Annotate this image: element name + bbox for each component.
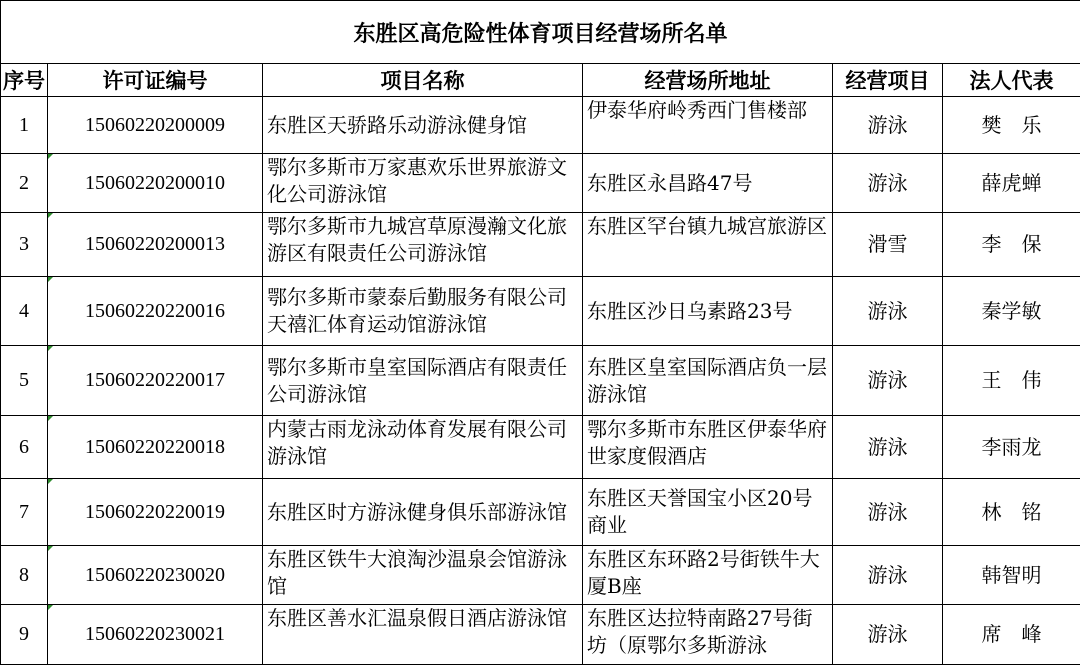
cell-category[interactable]: 游泳 <box>833 479 943 546</box>
cell-license-number[interactable] <box>48 479 263 546</box>
cell-index[interactable]: 5 <box>1 346 48 416</box>
license-number-text: 15060220230020 <box>85 563 225 586</box>
cell-index[interactable]: 4 <box>1 277 48 346</box>
cell-address[interactable]: 东胜区皇室国际酒店负一层游泳馆 <box>583 346 833 416</box>
cell-legal-rep[interactable]: 樊 乐 <box>943 97 1080 154</box>
cell-project-name[interactable]: 东胜区天骄路乐动游泳健身馆 <box>263 97 583 154</box>
cell-legal-rep[interactable]: 薛虎蝉 <box>943 154 1080 213</box>
cell-license-number[interactable] <box>48 97 263 154</box>
license-number-text: 15060220220017 <box>85 369 225 391</box>
header-row <box>1 64 1080 97</box>
cell-legal-rep[interactable]: 林 铭 <box>943 479 1080 546</box>
header-address[interactable]: 经营场所地址 <box>583 64 833 97</box>
table-row <box>1 479 1080 546</box>
license-number-text: 15060220230021 <box>85 623 225 645</box>
cell-legal-rep[interactable]: 李 保 <box>943 213 1080 277</box>
header-license-number[interactable]: 许可证编号 <box>48 64 263 97</box>
cell-project-name[interactable]: 内蒙古雨龙泳动体育发展有限公司游泳馆 <box>263 416 583 479</box>
table-row <box>1 346 1080 416</box>
cell-project-name[interactable]: 鄂尔多斯市万家惠欢乐世界旅游文化公司游泳馆 <box>263 154 583 213</box>
cell-project-name[interactable]: 鄂尔多斯市蒙泰后勤服务有限公司天禧汇体育运动馆游泳馆 <box>263 277 583 346</box>
cell-category[interactable]: 滑雪 <box>833 213 943 277</box>
license-number-text: 15060220200010 <box>85 171 225 194</box>
cell-category[interactable]: 游泳 <box>833 546 943 605</box>
cell-address[interactable]: 东胜区永昌路47号 <box>583 154 833 213</box>
table-row <box>1 416 1080 479</box>
comment-indicator <box>48 605 53 610</box>
table-row <box>1 605 1080 665</box>
cell-license-number[interactable] <box>48 416 263 479</box>
license-number-text: 15060220220018 <box>85 435 225 458</box>
cell-index[interactable]: 3 <box>1 213 48 277</box>
table-row <box>1 277 1080 346</box>
cell-legal-rep[interactable]: 李雨龙 <box>943 416 1080 479</box>
cell-legal-rep[interactable]: 秦学敏 <box>943 277 1080 346</box>
table-row <box>1 97 1080 154</box>
cell-project-name[interactable]: 鄂尔多斯市九城宫草原漫瀚文化旅游区有限责任公司游泳馆 <box>263 213 583 277</box>
cell-category[interactable]: 游泳 <box>833 97 943 154</box>
cell-project-name[interactable]: 东胜区铁牛大浪淘沙温泉会馆游泳馆 <box>263 546 583 605</box>
cell-address[interactable]: 东胜区达拉特南路27号街坊（原鄂尔多斯游泳 <box>583 605 833 665</box>
cell-category[interactable]: 游泳 <box>833 346 943 416</box>
cell-category[interactable]: 游泳 <box>833 416 943 479</box>
license-number-text: 15060220220019 <box>85 500 225 523</box>
comment-indicator <box>48 479 53 484</box>
cell-category[interactable]: 游泳 <box>833 277 943 346</box>
cell-address[interactable]: 东胜区罕台镇九城宫旅游区 <box>583 213 833 277</box>
cell-index[interactable]: 2 <box>1 154 48 213</box>
cell-index[interactable]: 8 <box>1 546 48 605</box>
table-row <box>1 154 1080 213</box>
cell-license-number[interactable] <box>48 546 263 605</box>
header-index[interactable]: 序号 <box>1 64 48 97</box>
header-legal-rep[interactable]: 法人代表 <box>943 64 1080 97</box>
cell-address[interactable]: 鄂尔多斯市东胜区伊泰华府世家度假酒店 <box>583 416 833 479</box>
cell-address[interactable]: 东胜区东环路2号街铁牛大厦B座 <box>583 546 833 605</box>
comment-indicator <box>48 154 53 159</box>
comment-indicator <box>48 546 53 551</box>
comment-indicator <box>48 416 53 421</box>
table-row <box>1 546 1080 605</box>
header-category[interactable]: 经营项目 <box>833 64 943 97</box>
cell-category[interactable]: 游泳 <box>833 154 943 213</box>
cell-index[interactable]: 1 <box>1 97 48 154</box>
cell-legal-rep[interactable]: 王 伟 <box>943 346 1080 416</box>
header-project-name[interactable]: 项目名称 <box>263 64 583 97</box>
cell-index[interactable]: 6 <box>1 416 48 479</box>
cell-category[interactable]: 游泳 <box>833 605 943 665</box>
table-title[interactable]: 东胜区高危险性体育项目经营场所名单 <box>1 1 1080 64</box>
comment-indicator <box>48 346 53 351</box>
title-row <box>1 1 1080 64</box>
license-number-text: 15060220200013 <box>85 233 225 255</box>
cell-address[interactable]: 东胜区天誉国宝小区20号商业 <box>583 479 833 546</box>
cell-index[interactable]: 7 <box>1 479 48 546</box>
table-row <box>1 213 1080 277</box>
cell-license-number[interactable] <box>48 154 263 213</box>
cell-project-name[interactable]: 鄂尔多斯市皇室国际酒店有限责任公司游泳馆 <box>263 346 583 416</box>
cell-project-name[interactable]: 东胜区善水汇温泉假日酒店游泳馆 <box>263 605 583 665</box>
license-number-text: 15060220200009 <box>85 113 225 136</box>
cell-index[interactable]: 9 <box>1 605 48 665</box>
cell-license-number[interactable] <box>48 277 263 346</box>
cell-legal-rep[interactable]: 韩智明 <box>943 546 1080 605</box>
cell-project-name[interactable]: 东胜区时方游泳健身俱乐部游泳馆 <box>263 479 583 546</box>
cell-address[interactable]: 伊泰华府岭秀西门售楼部 <box>583 97 833 154</box>
cell-legal-rep[interactable]: 席 峰 <box>943 605 1080 665</box>
cell-license-number[interactable] <box>48 213 263 277</box>
cell-address[interactable]: 东胜区沙日乌素路23号 <box>583 277 833 346</box>
comment-indicator <box>48 213 53 218</box>
cell-license-number[interactable] <box>48 346 263 416</box>
comment-indicator <box>48 277 53 282</box>
license-number-text: 15060220220016 <box>85 299 225 322</box>
cell-license-number[interactable] <box>48 605 263 665</box>
